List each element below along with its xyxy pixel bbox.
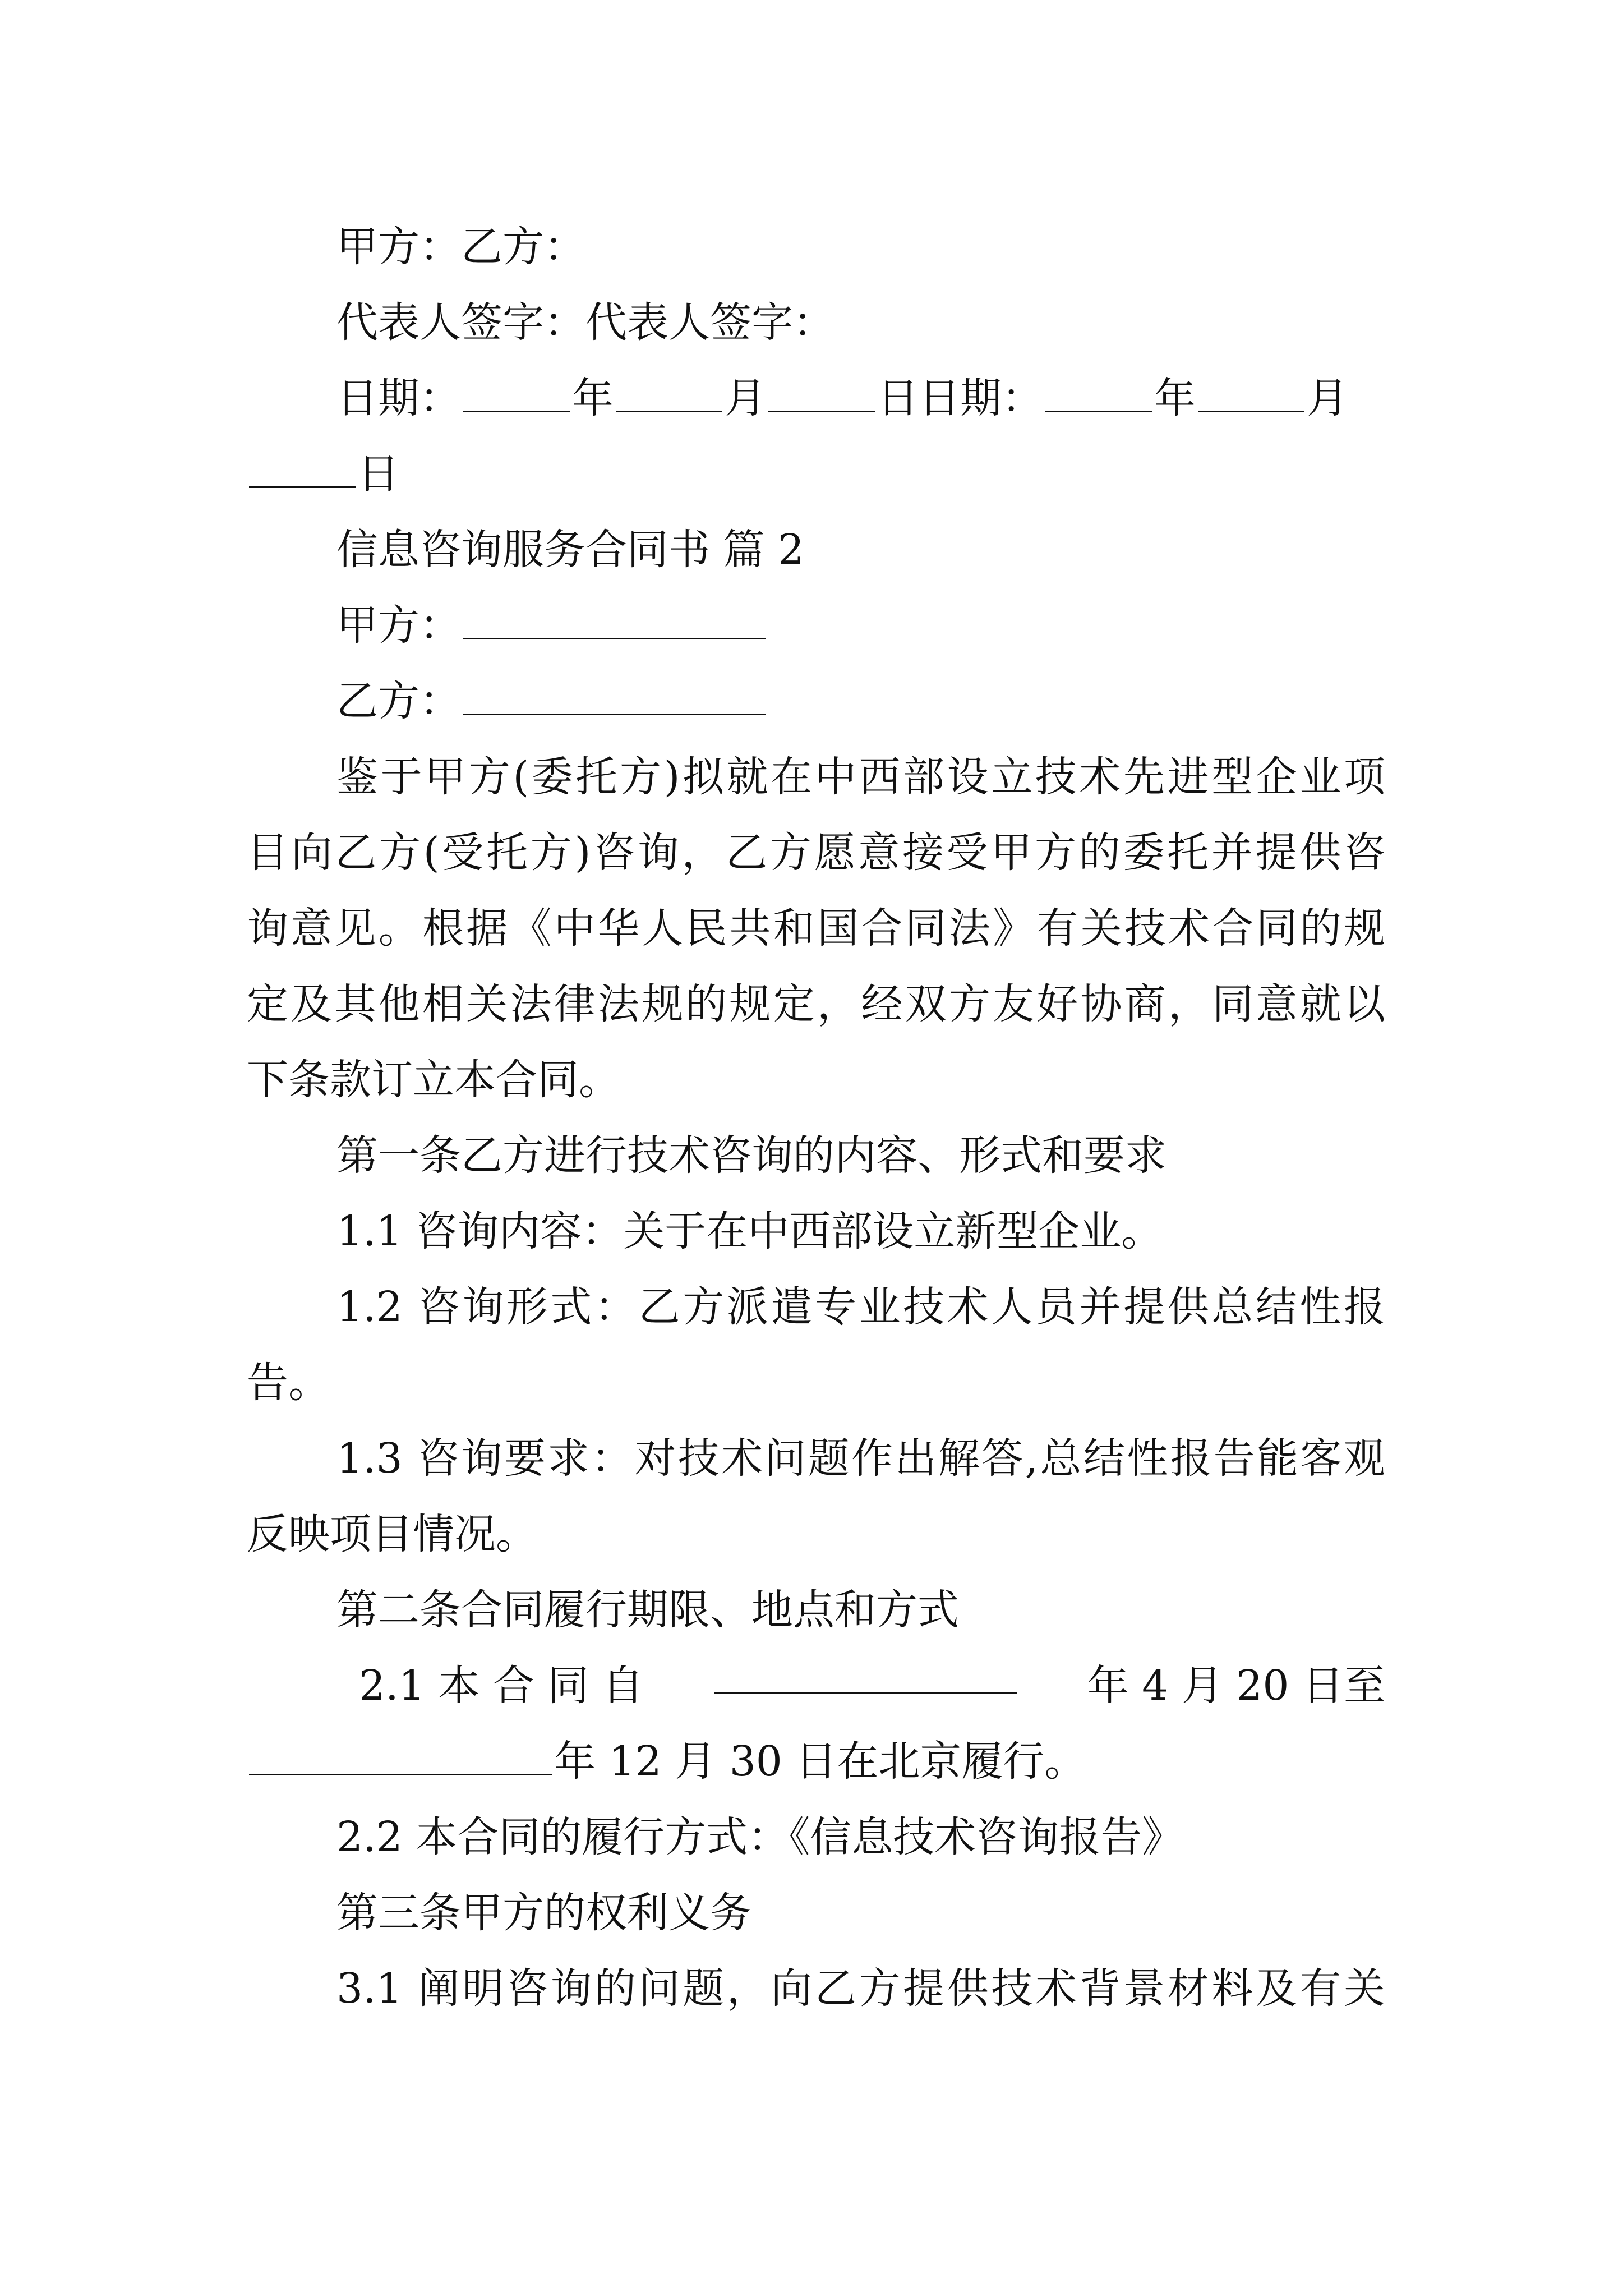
clause-1-2-text-1: 1.2 咨询形式：乙方派遣专业技术人员并提供总结性报: [336, 1283, 1385, 1331]
preamble-text-5: 下条款订立本合同。: [247, 1056, 620, 1104]
year-text-b: 年: [1154, 374, 1196, 422]
clause-2-1-text-pre: 2.1 本 合 同 自: [359, 1662, 644, 1710]
end-year-blank: [249, 1739, 552, 1775]
clause-2-1-text-post: 年 4 月 20 日至: [1087, 1662, 1385, 1710]
clause-1-2-line-1: [336, 1279, 1385, 1335]
clause-1-3-text-2: 反映项目情况。: [247, 1510, 537, 1558]
signature-parties-line: [336, 219, 1385, 275]
section-title-2-text: 信息咨询服务合同书 篇 2: [336, 526, 805, 574]
clause-3-1: [336, 1961, 1385, 2017]
article-3-heading-text: 第三条甲方的权利义务: [336, 1889, 751, 1937]
day-date-label-b: 日日期：: [877, 374, 1043, 422]
signature-date-continuation: [247, 446, 1385, 502]
section-title-2: [336, 522, 1385, 578]
date-label-a: 日期：: [336, 374, 461, 422]
clause-1-3-text-1: 1.3 咨询要求：对技术问题作出解答,总结性报告能客观: [336, 1434, 1385, 1483]
article-3-heading: [336, 1885, 1385, 1941]
preamble-line-2: [247, 825, 1385, 881]
clause-1-2-line-2: [247, 1355, 1385, 1411]
clause-1-3-line-1: [336, 1430, 1385, 1487]
clause-2-1-line-1: [359, 1658, 1385, 1714]
party-b-blank: [463, 679, 766, 715]
article-1-heading-text: 第一条乙方进行技术咨询的内容、形式和要求: [336, 1131, 1166, 1180]
clause-1-3-line-2: [247, 1506, 1385, 1562]
preamble-line-1: [336, 749, 1385, 805]
year-text-a: 年: [572, 374, 614, 422]
signature-representatives-text: 代表人签字：代表人签字：: [336, 298, 834, 347]
party-b-label: 乙方：: [336, 677, 461, 725]
day-text-b: 日: [358, 450, 399, 498]
start-year-blank: [714, 1658, 1017, 1694]
clause-1-1-text: 1.1 咨询内容：关于在中西部设立新型企业。: [336, 1207, 1163, 1255]
preamble-line-4: [247, 976, 1385, 1032]
preamble-text-1: 鉴于甲方(委托方)拟就在中西部设立技术先进型企业项: [336, 753, 1385, 801]
signature-parties-text: 甲方：乙方：: [336, 223, 585, 271]
year-blank-b: [1045, 376, 1152, 412]
day-blank-a: [768, 376, 875, 412]
preamble-text-4: 定及其他相关法律法规的规定，经双方友好协商，同意就以: [247, 980, 1385, 1028]
party-a-blank: [463, 603, 766, 639]
signature-representatives-line: [336, 295, 1385, 351]
day-blank-b: [249, 452, 356, 488]
preamble-text-3: 询意见。根据《中华人民共和国合同法》有关技术合同的规: [247, 904, 1385, 953]
preamble-text-2: 目向乙方(受托方)咨询，乙方愿意接受甲方的委托并提供咨: [247, 829, 1385, 877]
year-blank-a: [463, 376, 570, 412]
clause-2-2: [336, 1809, 1385, 1865]
article-1-heading: [336, 1128, 1385, 1184]
clause-3-1-text: 3.1 阐明咨询的问题，向乙方提供技术背景材料及有关: [336, 1964, 1385, 2013]
clause-2-2-text: 2.2 本合同的履行方式：《信息技术咨询报告》: [336, 1813, 1184, 1861]
clause-1-1: [336, 1203, 1385, 1259]
month-text-a: 月: [725, 374, 766, 422]
party-a-label: 甲方：: [336, 601, 461, 650]
clause-1-2-text-2: 告。: [247, 1359, 330, 1407]
signature-date-line: [336, 370, 1385, 426]
clause-2-1-text-end: 年 12 月 30 日在北京履行。: [554, 1737, 1086, 1786]
month-blank-a: [616, 376, 722, 412]
clause-2-1-line-2: [247, 1733, 1385, 1789]
preamble-line-5: [247, 1052, 1385, 1108]
article-2-heading-text: 第二条合同履行期限、地点和方式: [336, 1586, 959, 1634]
month-blank-b: [1198, 376, 1304, 412]
party-a-line: [336, 597, 1385, 654]
month-text-b: 月: [1307, 374, 1348, 422]
party-b-line: [336, 673, 1385, 729]
article-2-heading: [336, 1582, 1385, 1638]
preamble-line-3: [247, 900, 1385, 956]
